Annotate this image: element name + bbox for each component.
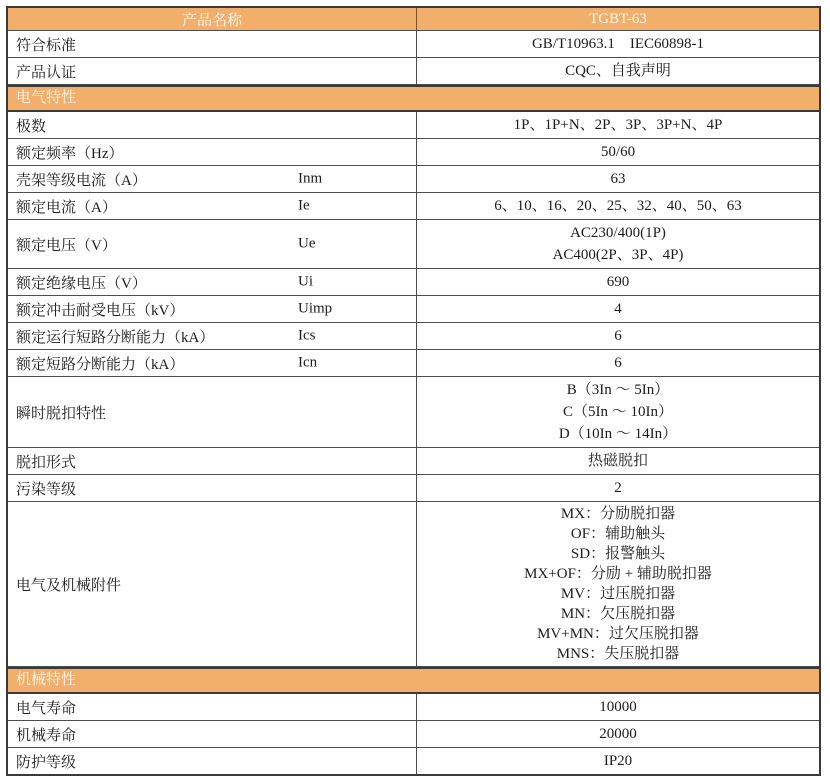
row-value-cell	[417, 323, 819, 349]
row-value-cell	[417, 220, 819, 268]
row-value-line: CQC、自我声明	[565, 63, 671, 79]
row-label: 防护等级	[16, 754, 77, 771]
row-value-line: MV+MN：过欠压脱扣器	[537, 626, 699, 642]
row-value-line: 690	[606, 274, 630, 290]
row-value-line: 6	[614, 355, 622, 371]
row-label: 污染等级	[16, 481, 77, 498]
row-value-cell	[417, 475, 819, 501]
spec-row-rated-voltage	[8, 220, 819, 269]
row-label-cell	[8, 139, 417, 165]
row-label-cell	[8, 220, 417, 268]
row-value-line: 6、10、16、20、25、32、40、50、63	[494, 198, 742, 214]
section-header-label: 电气特性	[16, 90, 77, 106]
row-value-line: MX+OF：分励 + 辅助脱扣器	[524, 566, 712, 582]
row-symbol: Ics	[298, 327, 316, 344]
row-symbol: Ie	[298, 197, 310, 214]
row-label: 额定运行短路分断能力（kA）	[16, 329, 215, 346]
spec-row-electrical-life	[8, 694, 819, 721]
row-label-cell	[8, 448, 417, 474]
row-value-line: 4	[614, 301, 622, 317]
row-symbol: Ue	[298, 235, 316, 252]
spec-row-pollution-degree	[8, 475, 819, 502]
row-label-cell	[8, 166, 417, 192]
row-value-cell	[417, 166, 819, 192]
row-symbol: Uimp	[298, 300, 333, 317]
row-label: 电气寿命	[16, 700, 77, 717]
row-label-cell	[8, 748, 417, 774]
section-header-label: 机械特性	[16, 672, 77, 688]
row-value-line: AC400(2P、3P、4P)	[552, 247, 684, 263]
row-label: 额定电压（V）	[16, 237, 117, 254]
row-label: 脱扣形式	[16, 454, 77, 471]
row-value-cell	[417, 721, 819, 747]
row-symbol: Inm	[298, 170, 323, 187]
row-label-cell	[8, 58, 417, 84]
row-label: 额定短路分断能力（kA）	[16, 356, 185, 373]
row-label-cell	[8, 296, 417, 322]
spec-row-service-breaking-capacity	[8, 323, 819, 350]
row-value-cell	[417, 31, 819, 57]
row-value-line: MX：分励脱扣器	[560, 506, 676, 522]
spec-row-poles	[8, 112, 819, 139]
row-label: 机械寿命	[16, 727, 77, 744]
row-label-cell	[8, 721, 417, 747]
spec-row-trip-type	[8, 448, 819, 475]
row-value-line: 热磁脱扣	[587, 453, 648, 469]
spec-row-accessories	[8, 502, 819, 667]
row-label-cell	[8, 377, 417, 447]
row-label-cell	[8, 694, 417, 720]
row-value-cell	[417, 748, 819, 774]
row-label-cell	[8, 269, 417, 295]
row-label-cell	[8, 31, 417, 57]
row-value-line: B（3In ～ 5In）	[566, 382, 670, 398]
row-label: 瞬时脱扣特性	[16, 405, 107, 422]
row-value-cell	[417, 139, 819, 165]
row-value-cell	[417, 502, 819, 666]
row-value-cell	[417, 112, 819, 138]
row-value-line: 50/60	[600, 144, 636, 160]
row-label: 额定频率（Hz）	[16, 145, 124, 162]
product-spec-table	[6, 6, 821, 776]
table-body	[8, 31, 819, 774]
row-value-line: 63	[610, 171, 626, 187]
row-value-line: MNS：失压脱扣器	[556, 646, 680, 662]
row-label-cell	[8, 350, 417, 376]
row-value-line: IP20	[603, 753, 633, 769]
spec-row-impulse-withstand-voltage	[8, 296, 819, 323]
table-title-row	[8, 8, 819, 31]
spec-row-mechanical-life	[8, 721, 819, 748]
spec-row-protection-degree	[8, 748, 819, 774]
spec-row-insulation-voltage	[8, 269, 819, 296]
spec-row-standards	[8, 31, 819, 58]
row-value-cell	[417, 350, 819, 376]
spec-row-certification	[8, 58, 819, 85]
section-mechanical-header	[8, 667, 819, 694]
spec-sheet	[6, 6, 821, 776]
row-value-line: OF：辅助触头	[570, 526, 666, 542]
row-label-cell	[8, 323, 417, 349]
row-value-cell	[417, 694, 819, 720]
row-value-cell	[417, 193, 819, 219]
section-electrical-header	[8, 85, 819, 112]
row-label: 额定绝缘电压（V）	[16, 275, 147, 292]
spec-row-rated-frequency	[8, 139, 819, 166]
product-model-value: TGBT-63	[417, 8, 819, 30]
row-value-line: AC230/400(1P)	[570, 225, 666, 241]
row-symbol: Ui	[298, 273, 313, 290]
row-value-line: D（10In ～ 14In）	[558, 426, 678, 442]
row-label-cell	[8, 502, 417, 666]
row-value-line: 2	[614, 480, 622, 496]
row-value-line: MN：欠压脱扣器	[560, 606, 676, 622]
spec-row-rated-current	[8, 193, 819, 220]
row-label: 额定冲击耐受电压（kV）	[16, 302, 185, 319]
row-symbol: Icn	[298, 354, 318, 371]
row-label: 极数	[16, 118, 47, 135]
row-value-cell	[417, 269, 819, 295]
row-label: 额定电流（A）	[16, 199, 117, 216]
row-value-line: 20000	[599, 726, 637, 742]
row-value-line: GB/T10963.1 IEC60898-1	[531, 36, 705, 52]
row-value-cell	[417, 448, 819, 474]
spec-row-frame-current	[8, 166, 819, 193]
row-value-line: SD：报警触头	[570, 546, 666, 562]
row-value-line: C（5In ～ 10In）	[563, 404, 673, 420]
row-label-cell	[8, 112, 417, 138]
row-value-cell	[417, 377, 819, 447]
row-value-line: 1P、1P+N、2P、3P、3P+N、4P	[513, 117, 723, 133]
row-value-line: 10000	[599, 699, 637, 715]
row-label: 壳架等级电流（A）	[16, 172, 147, 189]
row-value-cell	[417, 58, 819, 84]
spec-row-instantaneous-trip	[8, 377, 819, 448]
row-label: 电气及机械附件	[16, 577, 122, 594]
row-value-line: MV：过压脱扣器	[560, 586, 676, 602]
row-label: 符合标准	[16, 37, 77, 54]
row-value-cell	[417, 296, 819, 322]
row-label-cell	[8, 193, 417, 219]
product-name-header: 产品名称	[8, 8, 417, 30]
row-value-line: 6	[614, 328, 622, 344]
row-label-cell	[8, 475, 417, 501]
spec-row-ultimate-breaking-capacity	[8, 350, 819, 377]
row-label: 产品认证	[16, 64, 77, 81]
